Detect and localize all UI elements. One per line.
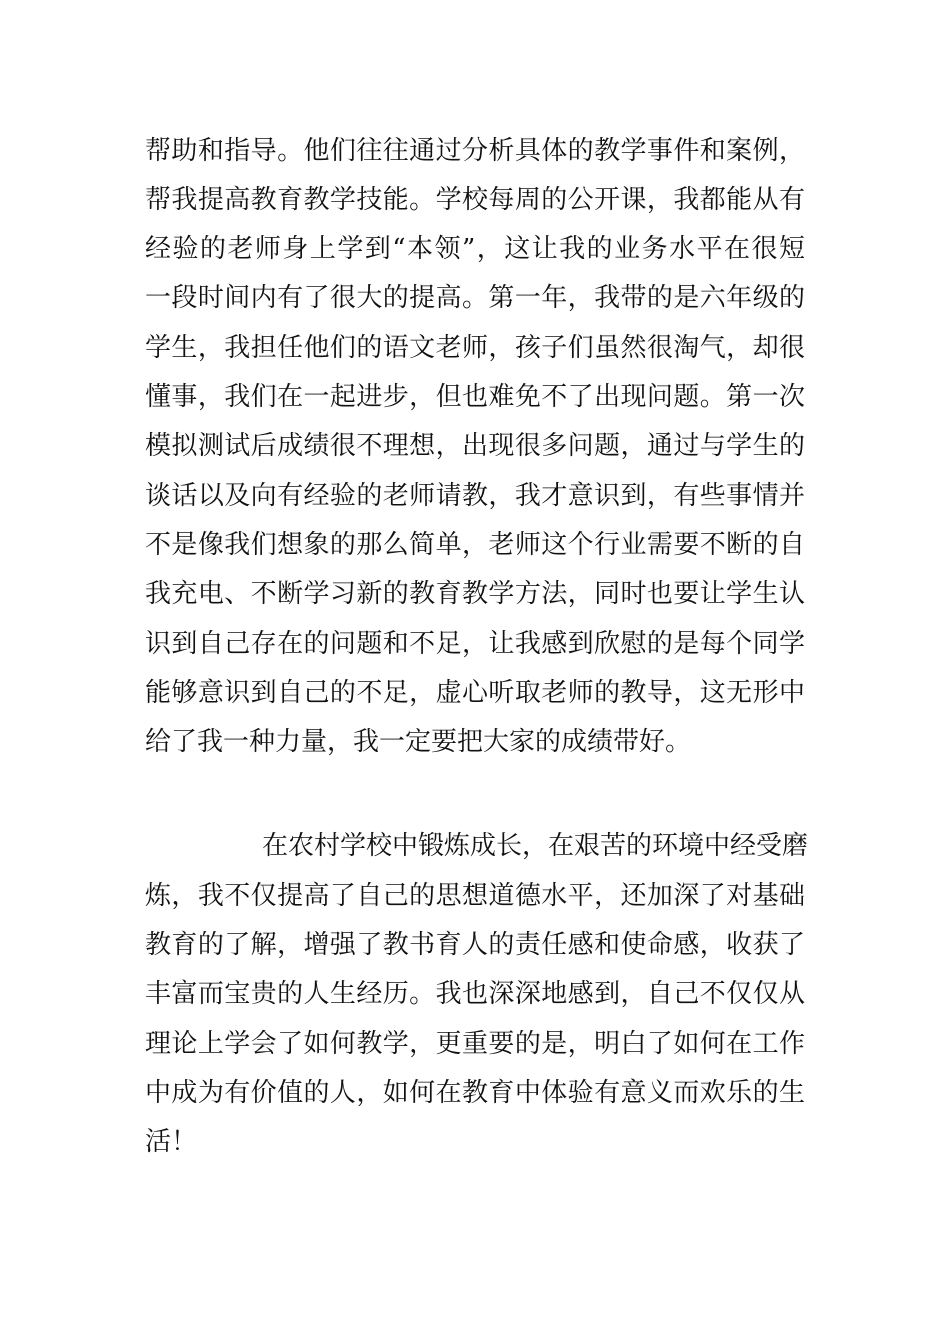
paragraph-line: 帮助和指导。他们往往通过分析具体的教学事件和案例， [145,136,805,166]
paragraph-line: 懂事，我们在一起进步，但也难免不了出现问题。第一次 [145,382,805,412]
paragraph-line: 在农村学校中锻炼成长，在艰苦的环境中经受磨 [262,831,809,861]
paragraph-line: 教育的了解，增强了教书育人的责任感和使命感，收获了 [145,930,805,960]
paragraph-line: 经验的老师身上学到“本领”，这让我的业务水平在很短 [145,234,805,264]
paragraph-line: 谈话以及向有经验的老师请教，我才意识到，有些事情并 [145,481,805,511]
paragraph-line: 帮我提高教育教学技能。学校每周的公开课，我都能从有 [145,185,805,215]
paragraph-line: 中成为有价值的人，如何在教育中体验有意义而欢乐的生 [145,1078,805,1108]
paragraph-line: 识到自己存在的问题和不足，让我感到欣慰的是每个同学 [145,629,805,659]
paragraph-line: 一段时间内有了很大的提高。第一年，我带的是六年级的 [145,283,805,313]
paragraph-line: 理论上学会了如何教学，更重要的是，明白了如何在工作 [145,1029,805,1059]
paragraph-line: 给了我一种力量，我一定要把大家的成绩带好。 [145,727,692,757]
paragraph-line: 能够意识到自己的不足，虚心听取老师的教导，这无形中 [145,678,805,708]
paragraph-line: 我充电、不断学习新的教育教学方法，同时也要让学生认 [145,579,805,609]
paragraph-line: 炼，我不仅提高了自己的思想道德水平，还加深了对基础 [145,881,805,911]
paragraph-line: 不是像我们想象的那么简单，老师这个行业需要不断的自 [145,530,805,560]
paragraph-line: 学生，我担任他们的语文老师，孩子们虽然很淘气，却很 [145,333,805,363]
paragraph-line: 模拟测试后成绩很不理想，出现很多问题，通过与学生的 [145,431,805,461]
paragraph-line: 丰富而宝贵的人生经历。我也深深地感到，自己不仅仅从 [145,979,805,1009]
paragraph-line: 活！ [145,1127,198,1157]
